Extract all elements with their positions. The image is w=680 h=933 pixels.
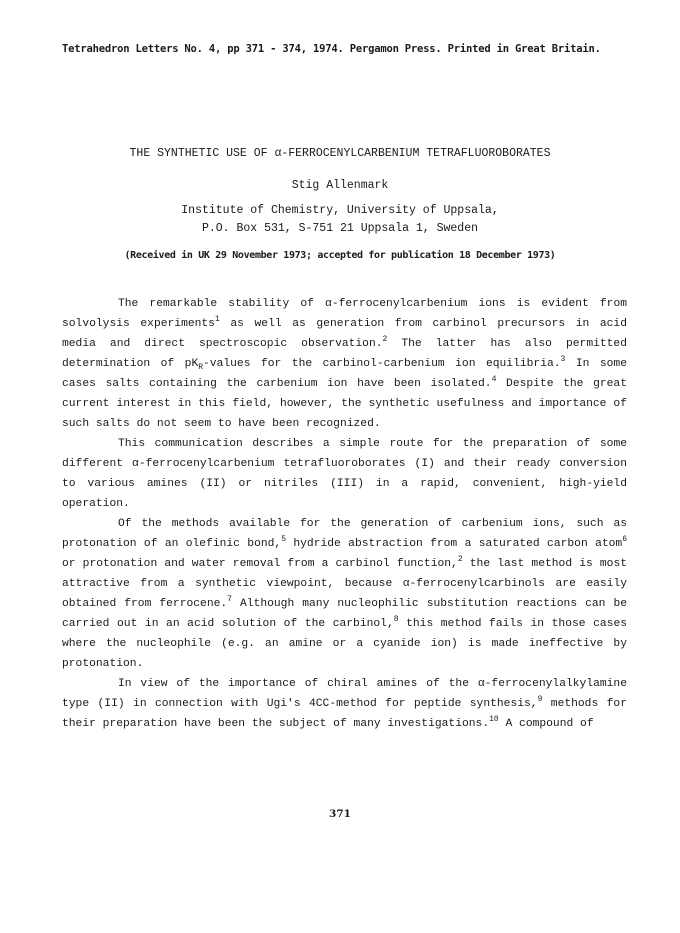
reference-7: 7 bbox=[227, 595, 232, 604]
reference-3: 3 bbox=[560, 355, 566, 364]
text-span: Although many nucleophilic substitution reactions can be carried out in an acid solution of the carbinol, bbox=[62, 598, 628, 630]
text-span: as well as generation from carbinol precursors in acid media and direct spectroscopic observation. bbox=[62, 318, 627, 350]
received-dates: (Received in UK 29 November 1973; accepted for publication 18 December 1973) bbox=[124, 250, 556, 261]
text-span: methods for their preparation have been the subject of many investigations. bbox=[62, 698, 627, 730]
text-span: The latter has also permitted determination of pK bbox=[62, 338, 627, 370]
reference-2b: 2 bbox=[457, 555, 463, 564]
reference-8: 8 bbox=[393, 615, 399, 624]
text-span: In view of the importance of chiral amines of the α-ferrocenylalkylamine type (II) in connection with Ugi's 4CC-method for peptide synthesis, bbox=[62, 678, 627, 710]
text-span: the last method is most attractive from a synthetic viewpoint, because α-ferrocenylcarbinols are easily obtained from ferrocene. bbox=[62, 558, 628, 610]
paragraph-3 bbox=[62, 514, 627, 674]
text-span: Of the methods available for the generation of carbenium ions, such as protonation of an olefinic bond, bbox=[62, 518, 627, 550]
author-name: Stig Allenmark bbox=[291, 179, 389, 192]
text-span: The remarkable stability of α-ferrocenylcarbenium ions is evident from solvolysis experiments bbox=[62, 298, 627, 330]
text-span: -values for the carbinol-carbenium ion equilibria. bbox=[203, 358, 561, 370]
paragraph-1 bbox=[62, 294, 627, 434]
article-body bbox=[62, 294, 627, 734]
reference-10: 10 bbox=[489, 715, 499, 724]
text-span: this method fails in those cases where the nucleophile (e.g. an amine or a cyanide ion) is made ineffective by protonation. bbox=[62, 618, 628, 670]
text-span: Despite the great current interest in this field, however, the synthetic usefulness and importance of such salts do not seem to have been recognized. bbox=[62, 378, 627, 430]
reference-1: 1 bbox=[214, 315, 220, 324]
journal-header: Tetrahedron Letters No. 4, pp 371 - 374, 1974. Pergamon Press. Printed in Great Britain. bbox=[62, 43, 601, 55]
affiliation-line-2: P.O. Box 531, S-751 21 Uppsala 1, Sweden bbox=[201, 222, 479, 235]
reference-2: 2 bbox=[382, 335, 388, 344]
affiliation-line-1: Institute of Chemistry, University of Uppsala, bbox=[181, 204, 499, 217]
text-span: A compound of bbox=[498, 718, 594, 730]
reference-6: 6 bbox=[622, 535, 628, 544]
text-span: In some cases salts containing the carbenium ion have been isolated. bbox=[62, 358, 627, 390]
reference-5: 5 bbox=[281, 535, 287, 544]
article-title: THE SYNTHETIC USE OF α-FERROCENYLCARBENIUM TETRAFLUOROBORATES bbox=[129, 147, 551, 160]
reference-4: 4 bbox=[491, 375, 497, 384]
subscript-r: R bbox=[198, 363, 204, 372]
text-span: or protonation and water removal from a carbinol function, bbox=[62, 558, 458, 570]
paragraph-4 bbox=[62, 674, 627, 734]
paragraph-2: This communication describes a simple route for the preparation of some different α-ferrocenylcarbenium tetrafluoroborates (I) and their ready conversion to various amines (II) or nitriles (III) in a rapid, convenient, high-yield operation. bbox=[62, 438, 627, 510]
page-number: 371 bbox=[329, 808, 351, 820]
reference-9: 9 bbox=[537, 695, 543, 704]
text-span: hydride abstraction from a saturated carbon atom bbox=[286, 538, 623, 550]
